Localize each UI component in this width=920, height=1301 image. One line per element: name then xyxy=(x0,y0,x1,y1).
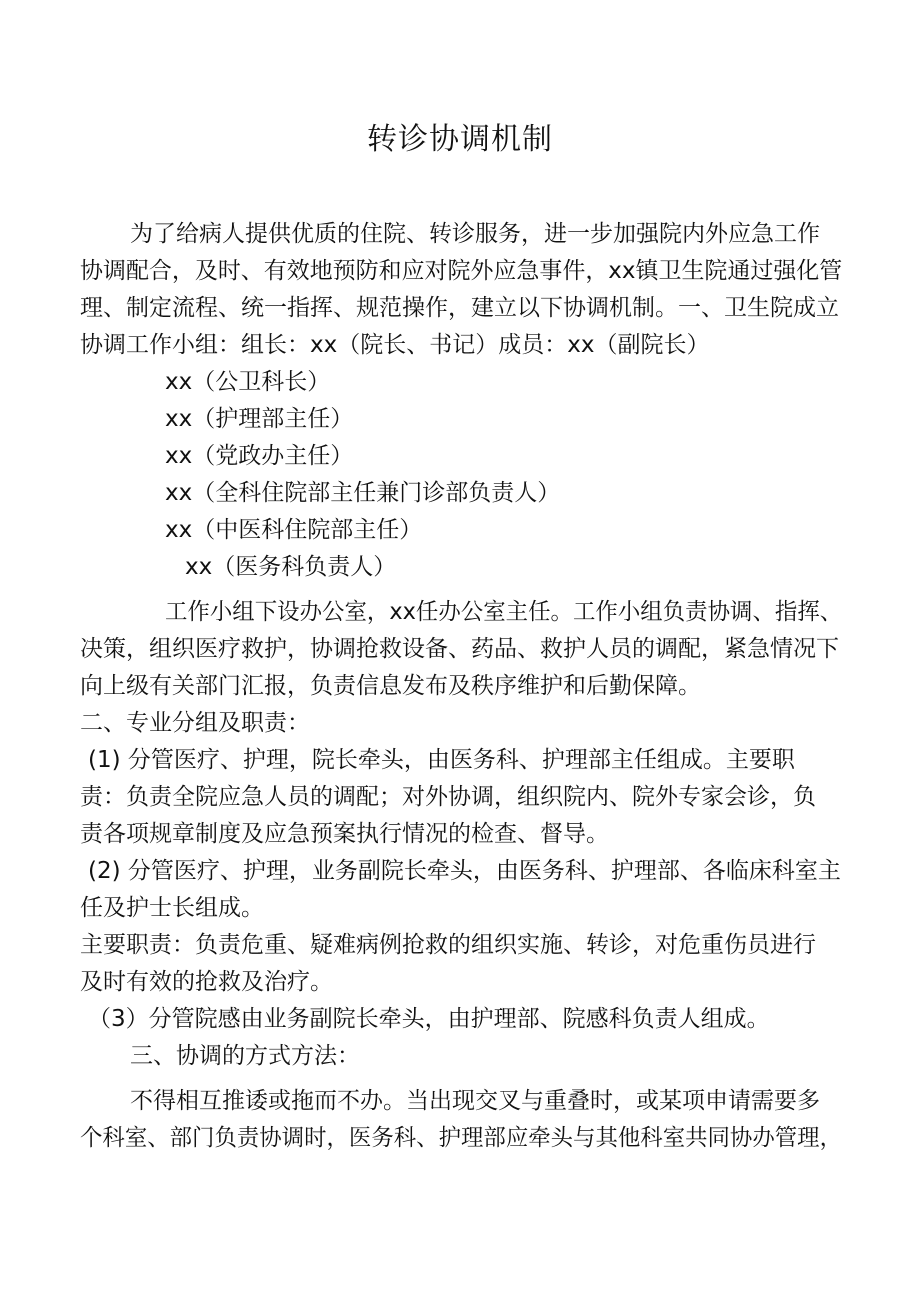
member-line: xx（全科住院部主任兼门诊部负责人） xyxy=(165,480,561,506)
paragraph-line: (1) 分管医疗、护理，院长牵头，由医务科、护理部主任组成。主要职 xyxy=(88,747,795,773)
paragraph-line: （3）分管院感由业务副院长牵头，由护理部、院感科负责人组成。 xyxy=(88,1006,770,1032)
paragraph-line: 决策，组织医疗救护，协调抢救设备、药品、救护人员的调配，紧急情况下 xyxy=(80,636,839,662)
paragraph-line: 主要职责：负责危重、疑难病例抢救的组织实施、转诊，对危重伤员进行 xyxy=(80,932,816,958)
paragraph-line: (2) 分管医疗、护理，业务副院长牵头，由医务科、护理部、各临床科室主 xyxy=(88,858,841,884)
member-line: xx（护理部主任） xyxy=(165,406,354,432)
paragraph-line: 理、制定流程、统一指挥、规范操作，建立以下协调机制。一、卫生院成立 xyxy=(80,295,839,321)
member-line: xx（公卫科长） xyxy=(165,369,331,395)
paragraph-line: 工作小组下设办公室，xx任办公室主任。工作小组负责协调、指挥、 xyxy=(165,599,843,625)
member-line: xx（中医科住院部主任） xyxy=(165,517,423,543)
paragraph-line: 协调工作小组：组长：xx（院长、书记）成员：xx（副院长） xyxy=(80,332,710,358)
paragraph-line: 责：负责全院应急人员的调配；对外协调，组织院内、院外专家会诊，负 xyxy=(80,784,816,810)
document-title: 转诊协调机制 xyxy=(367,122,553,157)
paragraph-line: 个科室、部门负责协调时，医务科、护理部应牵头与其他科室共同协办管理， xyxy=(80,1125,842,1151)
section-heading: 二、专业分组及职责： xyxy=(80,710,310,736)
paragraph-line: 向上级有关部门汇报，负责信息发布及秩序维护和后勤保障。 xyxy=(80,673,701,699)
paragraph-line: 责各项规章制度及应急预案执行情况的检查、督导。 xyxy=(80,821,609,847)
member-line: xx（党政办主任） xyxy=(165,443,354,469)
paragraph-line: 任及护士长组成。 xyxy=(80,895,264,921)
paragraph-line: 为了给病人提供优质的住院、转诊服务，进一步加强院内外应急工作 xyxy=(130,221,820,247)
section-heading: 三、协调的方式方法： xyxy=(130,1043,360,1069)
paragraph-line: 协调配合，及时、有效地预防和应对院外应急事件，xx镇卫生院通过强化管 xyxy=(80,258,843,284)
member-line: xx（医务科负责人） xyxy=(185,554,397,580)
paragraph-line: 不得相互推诿或拖而不办。当出现交叉与重叠时，或某项申请需要多 xyxy=(130,1088,820,1114)
paragraph-line: 及时有效的抢救及治疗。 xyxy=(80,969,333,995)
